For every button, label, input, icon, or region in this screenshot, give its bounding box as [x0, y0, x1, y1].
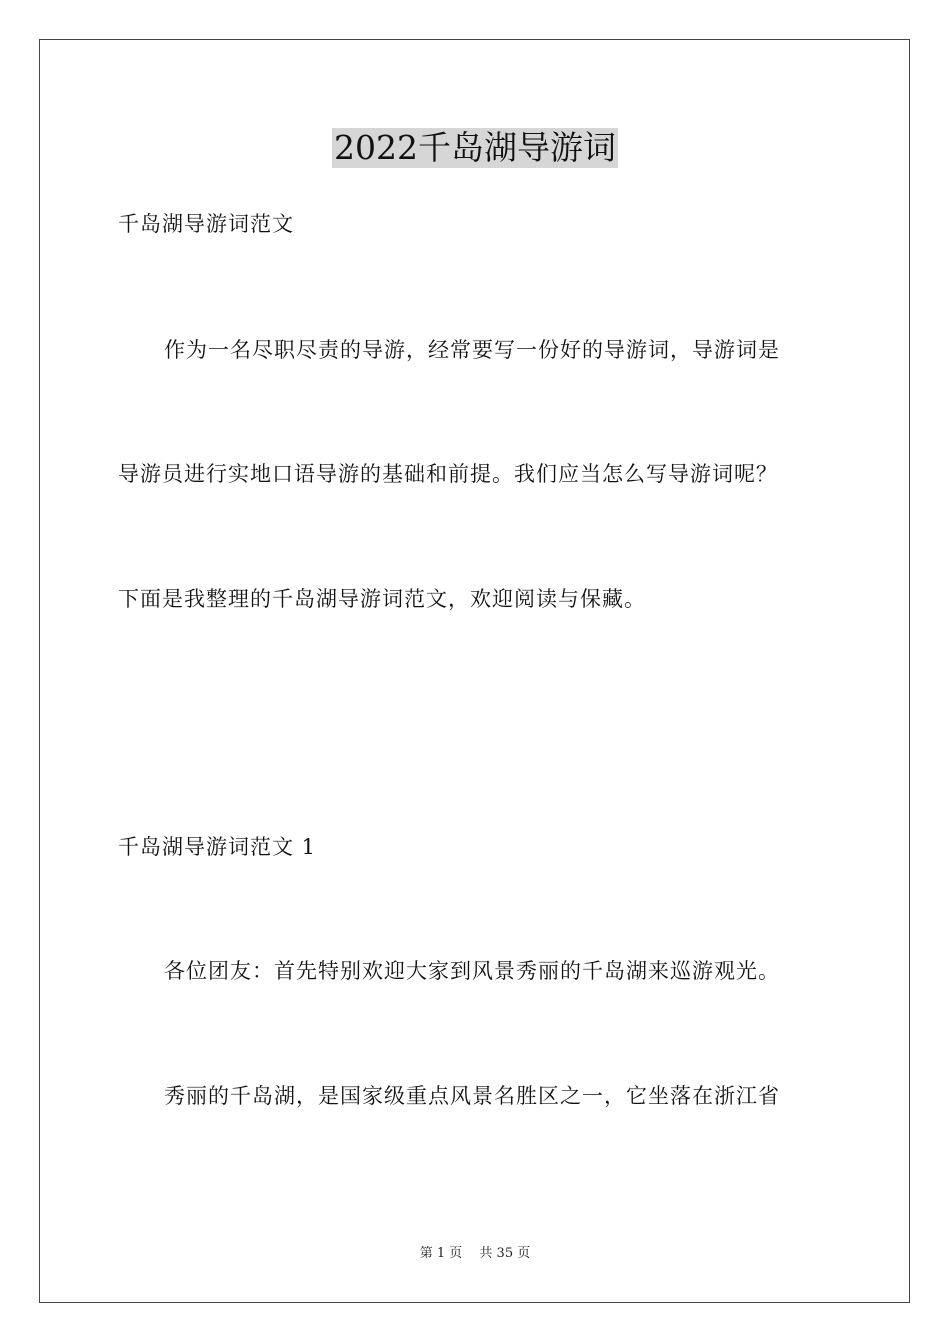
page-footer: 第 1 页 共 35 页 [419, 1246, 531, 1261]
paragraph-line: 作为一名尽职尽责的导游，经常要写一份好的导游词，导游词是 [164, 338, 780, 362]
paragraph-line: 导游员进行实地口语导游的基础和前提。我们应当怎么写导游词呢？ [118, 462, 778, 486]
document-title: 2022千岛湖导游词 [334, 128, 616, 167]
paragraph-line: 秀丽的千岛湖，是国家级重点风景名胜区之一，它坐落在浙江省 [164, 1084, 780, 1108]
section-heading: 千岛湖导游词范文 1 [118, 835, 317, 859]
title-container [0, 128, 950, 168]
paragraph-line: 下面是我整理的千岛湖导游词范文，欢迎阅读与保藏。 [118, 587, 646, 611]
paragraph-line: 各位团友：首先特别欢迎大家到风景秀丽的千岛湖来巡游观光。 [164, 959, 780, 983]
subtitle-line: 千岛湖导游词范文 [118, 212, 294, 236]
